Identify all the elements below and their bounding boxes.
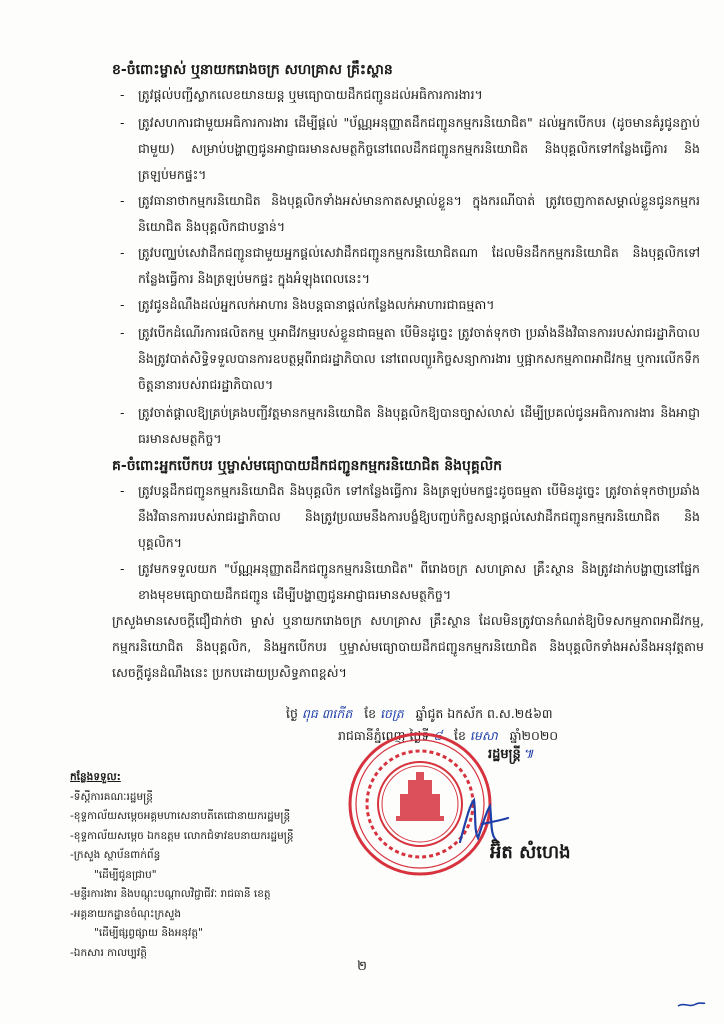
- lunar-date-prefix: ថ្ងៃ: [286, 706, 298, 721]
- lunar-date-day: ពុធ ៣កើត: [301, 706, 353, 721]
- section-ko-heading: គ-ចំពោះអ្នកបើកបរ ឬម្ចាស់មធ្យោបាយដឹកជញ្ជូនកម្មករនិយោជិត និងបុគ្គលិក: [112, 458, 503, 474]
- section-kha-heading: ខ-ចំពោះម្ចាស់ ឬនាយករោងចក្រ សហគ្រាស គ្រឹះស្ថាន: [112, 62, 393, 78]
- lunar-date-month-label: ខែ: [364, 706, 377, 721]
- list-item: -មន្ទីរការងារ និងបណ្ដុះបណ្ដាលវិជ្ជាជីវៈ រាជធានី ខេត្ត: [70, 888, 271, 900]
- minister-title: រដ្ឋមន្ត្រី ៕: [488, 747, 534, 762]
- list-item: [120, 478, 700, 556]
- signer-name: អ៊ិត សំហេង: [490, 842, 571, 863]
- list-item: -ខុទ្ទកាល័យសម្ដេច ឯកឧត្ដម លោកជំទាវឧបនាយករដ្ឋមន្ត្រី: [70, 829, 294, 842]
- page-number: ២: [357, 959, 367, 974]
- solar-date-day: ៨: [433, 728, 443, 743]
- bullet-dash: -: [120, 405, 125, 420]
- list-item: -ក្រសួង ស្ថាប័នពាក់ព័ន្ធ: [70, 849, 161, 861]
- list-item: [120, 188, 700, 240]
- bullet-dash: -: [120, 561, 125, 576]
- list-item: [120, 400, 700, 452]
- bullet-dash: -: [120, 87, 125, 102]
- bullet-dash: -: [120, 193, 125, 208]
- closing-paragraph: ក្រសួងមានសេចក្ដីជឿជាក់ថា ម្ចាស់ ឬនាយករោងចក្រ សហគ្រាស គ្រឹះស្ថាន ដែលមិនត្រូវបានកំណត់ឱ្យបិទសកម្មភាពអាជីវកម្ម, កម្មករនិយោជិត និងបុគ្គលិក, និងអ្នកបើកបរ ឬម្ចាស់មធ្យោបាយដឹកជញ្ជូនកម្មករនិយោជិត និងបុគ្គលិកទាំងអស់នឹងអនុវត្តតាមសេចក្ដីជូនដំណឹងនេះ ប្រកបដោយប្រសិទ្ធភាពខ្ពស់។: [112, 613, 704, 680]
- bullet-dash: -: [120, 245, 125, 260]
- list-item: [120, 556, 700, 608]
- list-item: -ខុទ្ទកាល័យសម្ដេចអគ្គមហាសេនាបតីតេជោនាយករដ្ឋមន្ត្រី: [70, 810, 291, 822]
- solar-date-month: មេសា: [469, 728, 498, 743]
- list-item: [120, 110, 700, 188]
- bullet-dash: -: [120, 115, 125, 130]
- list-item-text: ត្រូវមកទទួលយក "ប័ណ្ណអនុញ្ញាតដឹកជញ្ជូនកម្មករនិយោជិត" ពីរោងចក្រ សហគ្រាស គ្រឹះស្ថាន និងត្រូវដាក់បង្ហាញនៅផ្នែកខាងមុខមធ្យោបាយដឹកជញ្ជូន ដើម្បីបង្ហាញជូនអាជ្ញាធរមានសមត្ថកិច្ច។: [138, 561, 700, 602]
- recipients-heading: កន្លែងទទួល:: [70, 771, 121, 783]
- lunar-date-year: ឆ្នាំជូត ឯកស័ក ព.ស.២៥៦៣: [415, 706, 553, 721]
- list-item-text: ត្រូវសហការជាមួយអធិការការងារ ដើម្បីផ្ដល់ "ប័ណ្ណអនុញ្ញាតដឹកជញ្ជូនកម្មករនិយោជិត" ដល់អ្នកបើកបរ (ដូចមានគំរូជូនភ្ជាប់ជាមួយ) សម្រាប់បង្ហាញជូនអាជ្ញាធរមានសមត្ថកិច្ចនៅពេលដឹកជញ្ជូនកម្មករនិយោជិត និងបុគ្គលិកទៅកន្លែងធ្វើការ និងត្រឡប់មកផ្ទះ។: [138, 115, 700, 182]
- list-item: -អគ្គនាយកដ្ឋានចំណុះក្រសួង: [70, 907, 181, 920]
- list-item-text: ត្រូវចាត់ផ្ដាលឱ្យគ្រប់គ្រងបញ្ជីវត្តមានកម្មករនិយោជិត និងបុគ្គលិកឱ្យបានច្បាស់លាស់ ដើម្បីប្រគល់ជូនអធិការការងារ និងអាជ្ញាធរមានសមត្ថកិច្ច។: [138, 405, 700, 446]
- recipients-list: [70, 768, 400, 963]
- list-item-text: ត្រូវផ្ដល់បញ្ជីស្លាកលេខយានយន្ត ឬមធ្យោបាយដឹកជញ្ជូនដល់អធិការការងារ។: [138, 87, 483, 102]
- list-item-text: ត្រូវធានាថាកម្មករនិយោជិត និងបុគ្គលិកទាំងអស់មានកាតសម្គាល់ខ្លួន។ ក្នុងករណីបាត់ ត្រូវចេញកាតសម្គាល់ខ្លួនជូនកម្មករនិយោជិត និងបុគ្គលិកជាបន្ទាន់។: [138, 193, 700, 234]
- solar-date-place: រាជធានីភ្នំពេញ ថ្ងៃទី: [338, 728, 430, 743]
- list-item: -ទីស្ដីការគណៈរដ្ឋមន្ត្រី: [70, 790, 153, 803]
- lunar-date: [286, 704, 553, 724]
- list-item: -ឯកសារ កាលប្បវត្តិ: [70, 946, 147, 959]
- bullet-dash: -: [120, 297, 125, 312]
- list-item: [120, 240, 700, 292]
- ink-mark-icon: [676, 998, 706, 1010]
- list-item-text: ត្រូវជូនដំណឹងដល់អ្នកលក់អាហារ និងបន្តធានាផ្ដល់កន្លែងលក់អាហារជាធម្មតា។: [138, 297, 495, 312]
- list-item-text: ត្រូវបើកដំណើរការផលិតកម្ម ឬអាជីវកម្មរបស់ខ្លួនជាធម្មតា បើមិនដូច្នេះ ត្រូវចាត់ទុកថា ប្រឆាំងនឹងវិធានការរបស់រាជរដ្ឋាភិបាល និងត្រូវបាត់សិទ្ធិទទួលបានការឧបត្ថម្ភពីរាជរដ្ឋាភិបាល នៅពេលព្យួរកិច្ចសន្យាការងារ ឬផ្អាកសកម្មភាពអាជីវកម្ម ឬការលើកទឹកចិត្តនានារបស់រាជរដ្ឋាភិបាល។: [138, 325, 700, 392]
- bullet-dash: -: [120, 483, 125, 498]
- bullet-dash: -: [120, 325, 125, 340]
- solar-date-year: ឆ្នាំ២០២០: [509, 728, 559, 743]
- list-item-text: ត្រូវបញ្ឈប់សេវាដឹកជញ្ជូនជាមួយអ្នកផ្ដល់សេវាដឹកជញ្ជូនកម្មករនិយោជិតណា ដែលមិនដឹកកម្មករនិយោជិត និងបុគ្គលិកទៅកន្លែងធ្វើការ និងត្រឡប់មកផ្ទះ ក្នុងអំឡុងពេលនេះ។: [138, 245, 700, 286]
- list-item: "ដើម្បីផ្សព្វផ្សាយ និងអនុវត្ត": [94, 927, 203, 939]
- list-item-text: ត្រូវបន្តដឹកជញ្ជូនកម្មករនិយោជិត និងបុគ្គលិក ទៅកន្លែងធ្វើការ និងត្រឡប់មកផ្ទះដូចធម្មតា បើមិនដូច្នេះ ត្រូវចាត់ទុកថាប្រឆាំងនឹងវិធានការរបស់រាជរដ្ឋាភិបាល និងត្រូវប្រឈមនឹងការបង្ខំឱ្យបញ្ចប់កិច្ចសន្យាផ្ដល់សេវាដឹកជញ្ជូនកម្មករនិយោជិត និងបុគ្គលិក។: [138, 483, 700, 550]
- list-item: [120, 320, 700, 398]
- list-item: [120, 82, 700, 108]
- solar-date-month-label: ខែ: [454, 728, 466, 743]
- lunar-date-month: ចេត្រ: [380, 706, 404, 721]
- list-item: "ដើម្បីជូនជ្រាប": [94, 868, 157, 881]
- list-item: [120, 292, 700, 318]
